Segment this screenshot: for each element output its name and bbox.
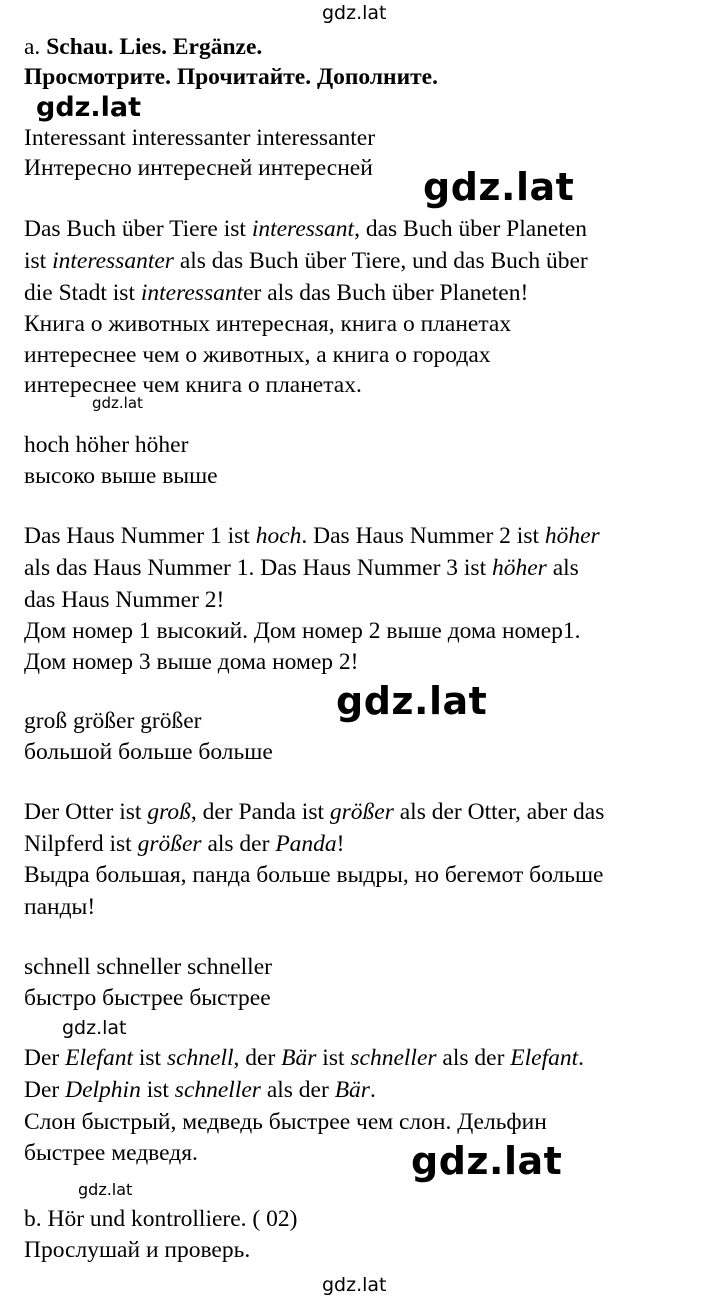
block4-forms-de: schnell schneller schneller [24, 954, 272, 980]
watermark-small-1: gdz.lat [92, 394, 143, 412]
block2-sentence-2 [24, 557, 579, 581]
italic-word: schneller [174, 1077, 261, 1103]
italic-word: höher [544, 523, 600, 549]
text: . Das Haus Nummer 2 ist [301, 523, 545, 549]
block1-ru-3: интереснее чем книга о планетах. [24, 372, 362, 398]
block1-sentence-1 [24, 218, 587, 242]
italic-word: Delphin [65, 1077, 141, 1103]
text: Der [24, 1077, 66, 1103]
text: als [546, 555, 579, 581]
text: ist [24, 248, 53, 274]
italic-word: interessant [140, 280, 244, 306]
italic-word: Bär [281, 1045, 317, 1071]
italic-word: Bär [334, 1077, 370, 1103]
block2-ru-2: Дом номер 3 выше дома номер 2! [24, 649, 359, 675]
block4-ru-1: Слон быстрый, медведь быстрее чем слон. Дельфин [24, 1109, 547, 1135]
block3-ru-2: панды! [24, 894, 96, 920]
text: als der [436, 1045, 511, 1071]
block1-sentence-2 [24, 250, 588, 274]
italic-word: interessant, [251, 216, 360, 242]
part-a-heading-de [24, 36, 262, 60]
block4-sentence-2 [24, 1079, 376, 1103]
block1-forms-de: Interessant interessanter interessanter [24, 125, 376, 151]
text: Nilpferd ist [24, 831, 138, 857]
text: das Buch über Planeten [359, 216, 588, 242]
block2-sentence-3: das Haus Nummer 2! [24, 587, 225, 613]
block4-ru-2: быстрее медведя. [24, 1140, 198, 1166]
block1-sentence-3 [24, 282, 528, 306]
block2-ru-1: Дом номер 1 высокий. Дом номер 2 выше дома номер1. [24, 618, 581, 644]
italic-word: groß [147, 799, 191, 825]
text: als das Haus Nummer 1. Das Haus Nummer 3 ist [24, 555, 492, 581]
text: ist [316, 1045, 351, 1071]
italic-word: Panda [275, 831, 337, 857]
watermark-small-2: gdz.lat [62, 1017, 127, 1039]
italic-word: größer [329, 799, 394, 825]
italic-word: größer [137, 831, 202, 857]
block2-forms-de: hoch höher höher [24, 432, 189, 458]
text: . [369, 1077, 376, 1103]
italic-word: hoch [255, 523, 302, 549]
text: als das Buch über Tiere, und das Buch über [173, 248, 588, 274]
text: er als das Buch über Planeten! [243, 280, 529, 306]
text: als der Otter, aber das [393, 799, 605, 825]
block1-ru-1: Книга о животных интересная, книга о планетах [24, 311, 512, 337]
watermark-upper-left: gdz.lat [36, 92, 142, 123]
block3-forms-de: groß größer größer [24, 708, 202, 734]
block3-forms-ru: большой больше больше [24, 739, 273, 765]
text: . [578, 1045, 585, 1071]
watermark-lower-right: gdz.lat [411, 1139, 563, 1183]
text: , der [233, 1045, 282, 1071]
text: Der Otter ist [24, 799, 148, 825]
italic-word: Elefant [510, 1045, 579, 1071]
text: ist [132, 1045, 167, 1071]
block2-forms-ru: высоко выше выше [24, 463, 218, 489]
italic-word: schnell [166, 1045, 234, 1071]
block2-sentence-1 [24, 525, 600, 549]
text: die Stadt ist [24, 280, 141, 306]
text: als der [260, 1077, 335, 1103]
text: als der [201, 831, 276, 857]
block1-ru-2: интереснее чем о животных, а книга о городах [24, 342, 491, 368]
part-b-line-de: b. Hör und kontrolliere. ( 02) [24, 1206, 298, 1232]
text: ist [140, 1077, 175, 1103]
italic-word: schneller [350, 1045, 437, 1071]
italic-word: höher [491, 555, 547, 581]
part-a-label: a. [24, 34, 47, 60]
italic-word: Elefant [65, 1045, 133, 1071]
watermark-upper-right: gdz.lat [423, 165, 575, 209]
watermark-middle: gdz.lat [336, 679, 488, 723]
watermark-top: gdz.lat [322, 2, 387, 24]
part-a-heading-ru: Просмотрите. Прочитайте. Дополните. [24, 64, 438, 90]
italic-word: interessanter [52, 248, 174, 274]
watermark-bottom: gdz.lat [322, 1274, 387, 1296]
text: ! [336, 831, 345, 857]
block3-sentence-1 [24, 801, 604, 825]
block4-forms-ru: быстро быстрее быстрее [24, 985, 271, 1011]
block3-ru-1: Выдра большая, панда больше выдры, но бегемот больше [24, 862, 604, 888]
block3-sentence-2 [24, 833, 345, 857]
part-b-line-ru: Прослушай и проверь. [24, 1237, 251, 1263]
text: , der Panda ist [190, 799, 330, 825]
part-a-title-de: Schau. Lies. Ergänze. [46, 34, 263, 60]
text: Das Buch über Tiere ist [24, 216, 252, 242]
block1-forms-ru: Интересно интересней интересней [24, 155, 373, 181]
watermark-small-3: gdz.lat [78, 1180, 133, 1199]
block4-sentence-1 [24, 1047, 584, 1071]
text: Der [24, 1045, 66, 1071]
text: Das Haus Nummer 1 ist [24, 523, 256, 549]
